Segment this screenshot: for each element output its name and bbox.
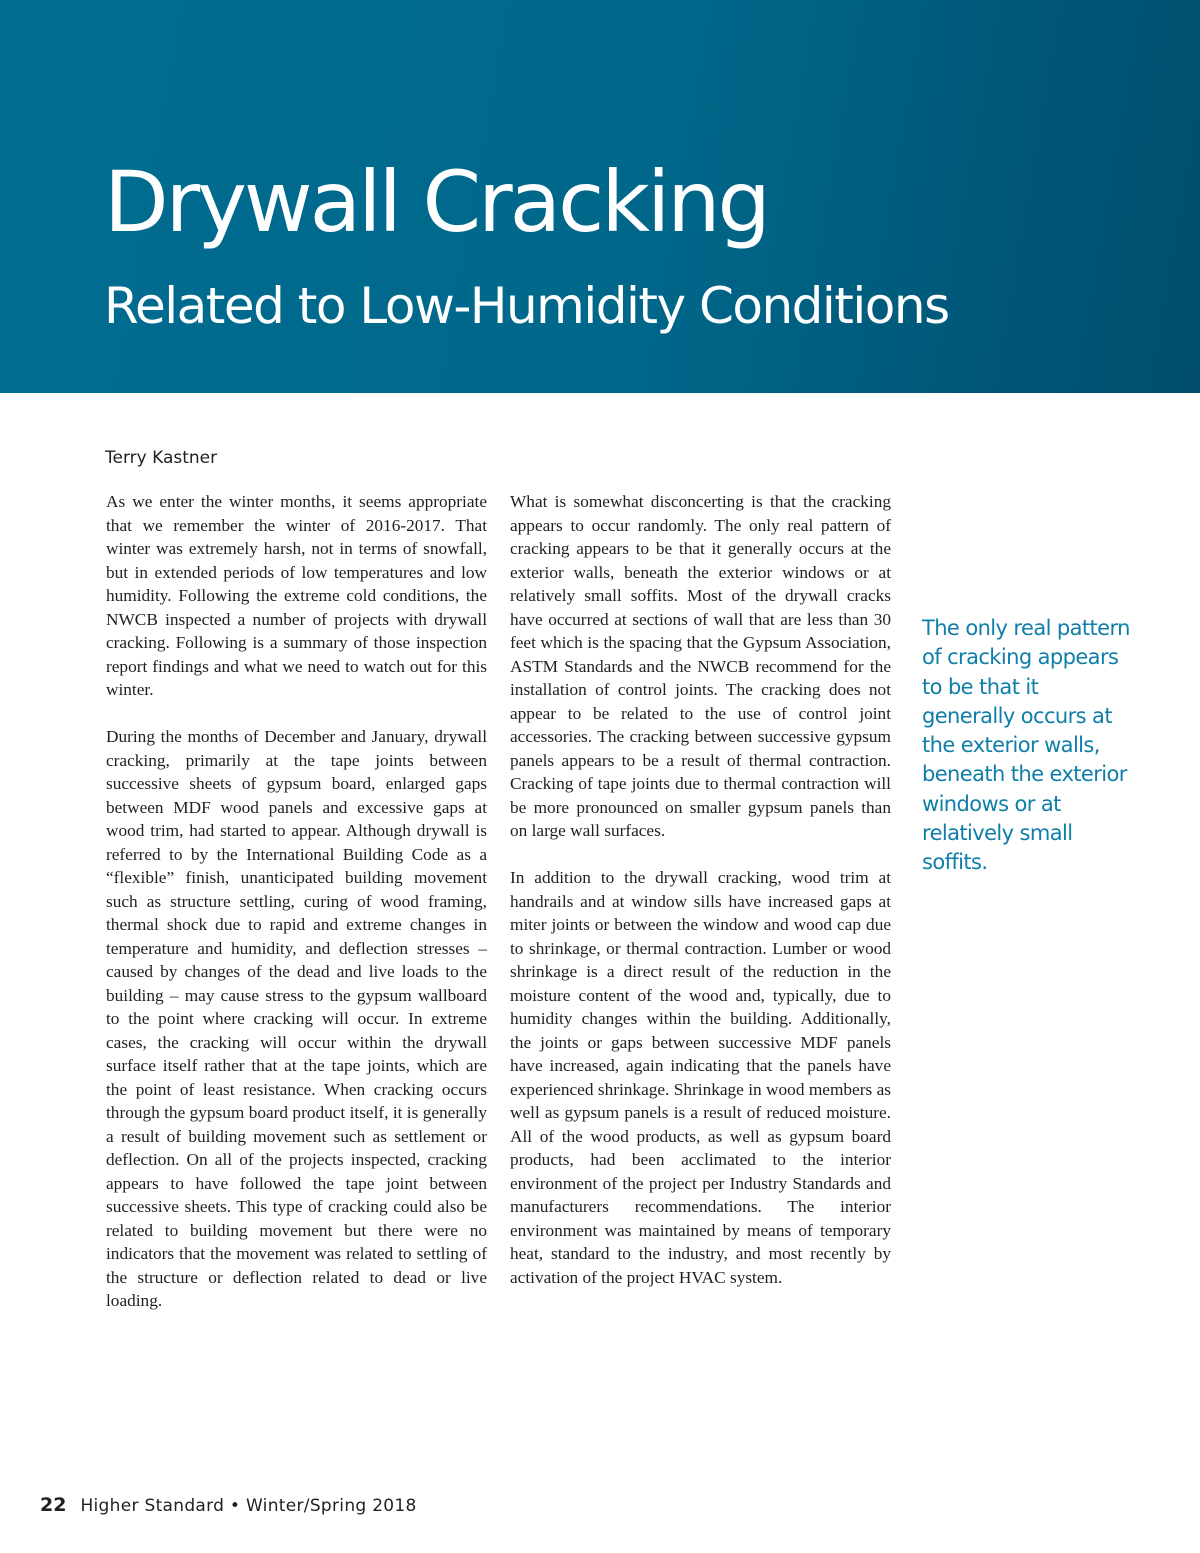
article-column-right [510,490,891,1289]
publication-name: Higher Standard • Winter/Spring 2018 [80,1496,417,1516]
paragraph: During the months of December and January, drywall cracking, primarily at the tape joints between successive sheets of gypsum board, enlarged gaps between MDF wood panels and excessive gaps at wood trim, had started to appear. Although drywall is referred to by the International Building Code as a “flexible” finish, unanticipated building movement such as structure settling, curing of wood framing, thermal shock due to rapid and extreme changes in temperature and humidity, and deflection stresses – caused by changes of the dead and live loads to the building – may cause stress to the gypsum wallboard to the point where cracking will occur. In extreme cases, the cracking will occur within the drywall surface itself rather that at the tape joints, which are the point of least resistance. When cracking occurs through the gypsum board product itself, it is generally a result of building movement such as settlement or deflection. On all of the projects inspected, cracking appears to have followed the tape joint between successive sheets. This type of cracking could also be related to building movement but there were no indicators that the movement was related to settling of the structure or deflection related to dead or live loading. [106,727,487,1310]
paragraph: What is somewhat disconcerting is that the cracking appears to occur randomly. The only real pattern of cracking appears to be that it generally occurs at the exterior walls, beneath the exterior windows or at relatively small soffits. Most of the drywall cracks have occurred at sections of wall that are less than 30 feet which is the spacing that the Gypsum Association, ASTM Standards and the NWCB recommend for the installation of control joints. The cracking does not appear to be related to the use of control joint accessories. The cracking between successive gypsum panels appears to be a result of thermal contraction. Cracking of tape joints due to thermal contraction will be more pronounced on smaller gypsum panels than on large wall surfaces. [510,492,891,840]
page-footer [40,1494,417,1516]
pull-quote: The only real pattern of cracking appears to be that it generally occurs at the exterior walls, beneath the exterior windows or at relatively small soffits. [922,616,1130,875]
page-number: 22 [40,1494,67,1516]
header-banner [0,0,1200,393]
article-column-left [106,490,487,1313]
article-title: Drywall Cracking [104,153,768,251]
paragraph: As we enter the winter months, it seems appropriate that we remember the winter of 2016-2017. That winter was extremely harsh, not in terms of snowfall, but in extended periods of low temperatures and low humidity. Following the extreme cold conditions, the NWCB inspected a number of projects with drywall cracking. Following is a summary of those inspection report findings and what we need to watch out for this winter. [106,492,487,699]
article-subtitle: Related to Low-Humidity Conditions [104,277,949,335]
paragraph: In addition to the drywall cracking, wood trim at handrails and at window sills have increased gaps at miter joints or between the window and wood cap due to shrinkage, or thermal contraction. Lumber or wood shrinkage is a direct result of the reduction in the moisture content of the wood and, typically, due to humidity changes within the building. Additionally, the joints or gaps between successive MDF panels have increased, again indicating that the panels have experienced shrinkage. Shrinkage in wood members as well as gypsum panels is a result of reduced moisture. All of the wood products, as well as gypsum board products, had been acclimated to the interior environment of the project per Industry Standards and manufacturers recommendations. The interior environment was maintained by means of temporary heat, standard to the industry, and most recently by activation of the project HVAC system. [510,868,891,1287]
author-byline: Terry Kastner [105,448,218,468]
